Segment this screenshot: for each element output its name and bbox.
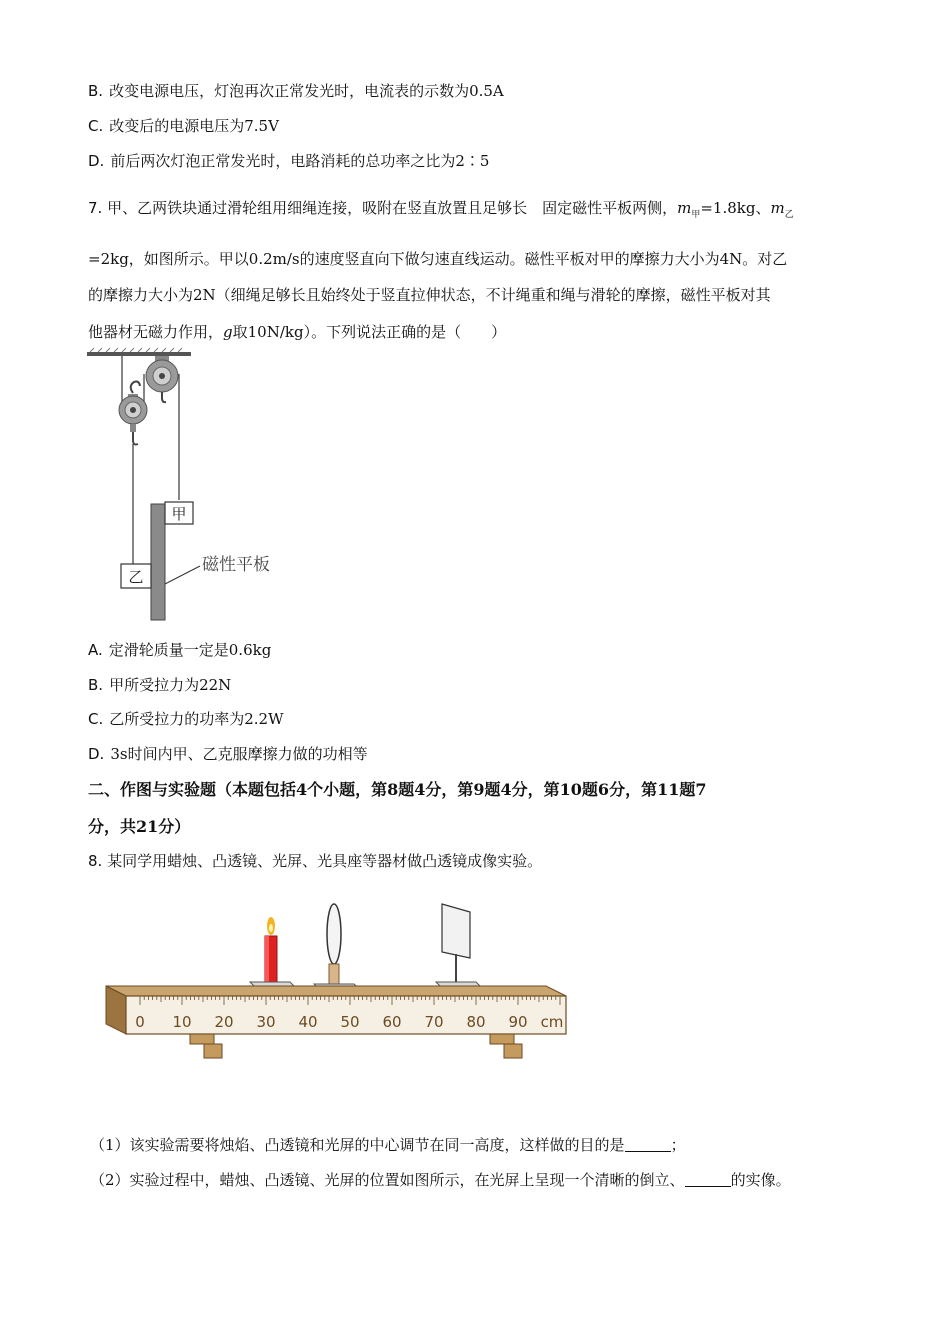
scale-label-0: 0 — [135, 1013, 145, 1031]
scale-label-30: 30 — [256, 1013, 276, 1031]
board-label: 磁性平板 — [202, 555, 270, 575]
scale-label-10: 10 — [172, 1013, 192, 1031]
q7-stem-line1: 7. 甲、乙两铁块通过滑轮组用细绳连接，吸附在竖直放置且足够长 固定磁性平板两侧，$m_甲=1.8kg$、$m_乙$ — [88, 199, 794, 220]
q7-stem-line3: 的摩擦力大小为2N（细绳足够长且始终处于竖直拉伸状态，不计绳重和绳与滑轮的摩擦，磁性平板对其 — [88, 286, 771, 304]
block-yi-label: 乙 — [128, 568, 144, 586]
section2-heading-line2: 分，共21分） — [88, 817, 191, 836]
q7-option-c: C. 乙所受拉力的功率为2.2W — [88, 710, 284, 728]
q6-option-b: B. 改变电源电压，灯泡再次正常发光时，电流表的示数为0.5A — [88, 82, 504, 100]
scale-label-60: 60 — [382, 1013, 402, 1031]
bench-legs — [190, 1034, 522, 1058]
board-pointer — [165, 566, 200, 584]
candle — [265, 917, 277, 982]
q8-sub1: （1）该实验需要将烛焰、凸透镜和光屏的中心调节在同一高度，这样做的目的是 ； — [90, 1136, 686, 1154]
ceiling — [87, 348, 191, 356]
answer-blank-2[interactable] — [685, 1172, 731, 1187]
scale-label-50: 50 — [340, 1013, 360, 1031]
q7-stem-line4: 他器材无磁力作用，g取10N/kg）。下列说法正确的是（ ） — [88, 323, 507, 341]
q7-option-b: B. 甲所受拉力为22N — [88, 676, 232, 694]
q8-sub2: （2）实验过程中，蜡烛、凸透镜、光屏的位置如图所示，在光屏上呈现一个清晰的倒立、 的实像。 — [90, 1171, 791, 1189]
scale-label-70: 70 — [424, 1013, 444, 1031]
q8-stem: 8. 某同学用蜡烛、凸透镜、光屏、光具座等器材做凸透镜成像实验。 — [88, 852, 543, 870]
answer-blank-1[interactable] — [625, 1137, 671, 1152]
q7-stem-line2: =2kg，如图所示。甲以0.2m/s的速度竖直向下做匀速直线运动。磁性平板对甲的摩擦力大小为4N。对乙 — [88, 250, 788, 268]
q6-option-d: D. 前后两次灯泡正常发光时，电路消耗的总功率之比为2∶5 — [88, 152, 490, 170]
q7-option-a: A. 定滑轮质量一定是0.6kg — [88, 641, 272, 659]
scale-label-90: 90 — [508, 1013, 528, 1031]
scale-unit: cm — [540, 1013, 564, 1031]
q6-option-c: C. 改变后的电源电压为7.5V — [88, 117, 279, 135]
scale-label-40: 40 — [298, 1013, 318, 1031]
movable-pulley — [119, 382, 147, 457]
pulley-figure — [84, 348, 294, 624]
convex-lens — [327, 904, 341, 986]
bench-top — [106, 986, 566, 996]
scale-label-20: 20 — [214, 1013, 234, 1031]
section2-heading-line1: 二、作图与实验题（本题包括4个小题，第8题4分，第9题4分，第10题6分，第11题7 — [88, 780, 707, 799]
fixed-pulley — [146, 356, 178, 402]
light-screen — [442, 904, 470, 982]
scale-label-80: 80 — [466, 1013, 486, 1031]
optical-bench-figure — [100, 896, 580, 1066]
magnetic-board — [151, 504, 165, 620]
block-jia-label: 甲 — [171, 505, 187, 523]
q7-option-d: D. 3s时间内甲、乙克服摩擦力做的功相等 — [88, 745, 368, 763]
